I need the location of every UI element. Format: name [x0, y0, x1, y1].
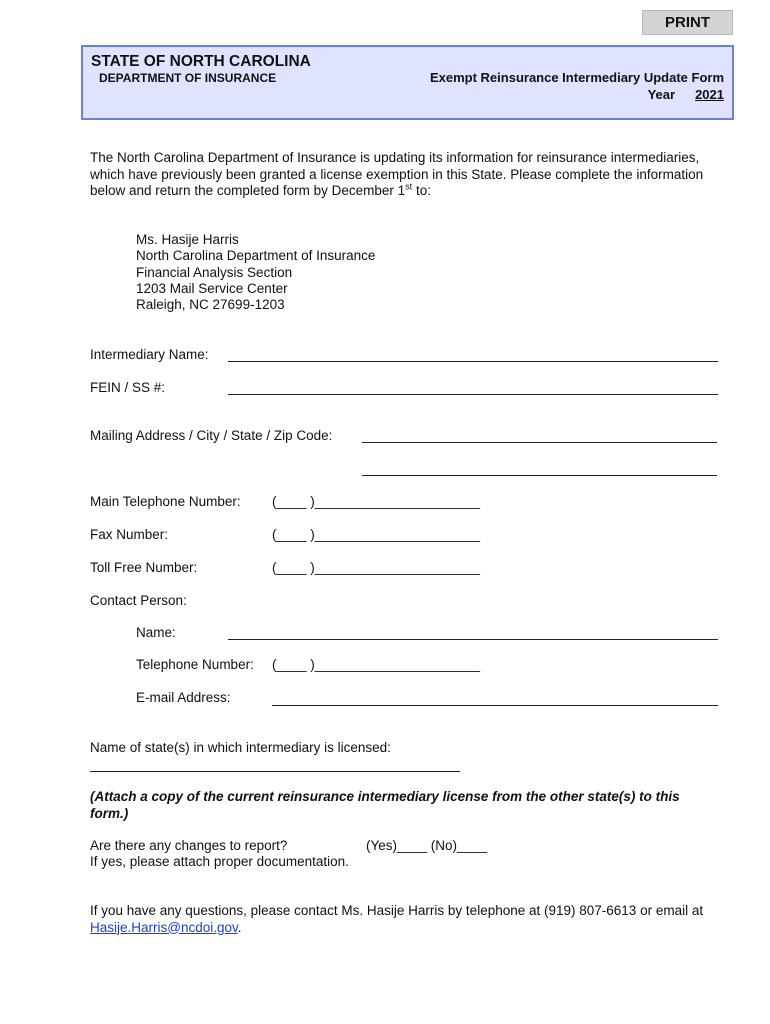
- contact-phone-field[interactable]: (____ )______________________: [272, 657, 480, 672]
- contact-name-field[interactable]: [228, 639, 718, 640]
- mailing-address-field-line1[interactable]: [362, 442, 717, 443]
- address-line: Financial Analysis Section: [136, 264, 293, 280]
- mailing-address-block: [136, 232, 375, 313]
- contact-footer-text: If you have any questions, please contact Ms. Hasije Harris by telephone at (919) 807-6613 or email at: [90, 903, 704, 918]
- department-name: DEPARTMENT OF INSURANCE: [99, 71, 277, 85]
- year-label: Year: [647, 87, 676, 102]
- contact-email-label: E-mail Address:: [136, 690, 231, 705]
- form-year: [648, 87, 724, 103]
- state-title: STATE OF NORTH CAROLINA: [91, 53, 311, 70]
- address-line: 1203 Mail Service Center: [136, 280, 288, 296]
- mailing-address-label: Mailing Address / City / State / Zip Code:: [90, 428, 333, 443]
- intro-superscript: st: [405, 181, 413, 192]
- mailing-address-field-line2[interactable]: [362, 475, 717, 476]
- email-link[interactable]: Hasije.Harris@ncdoi.gov: [90, 919, 238, 935]
- changes-question: Are there any changes to report?: [90, 838, 288, 853]
- print-button[interactable]: PRINT: [642, 10, 733, 35]
- fein-label: FEIN / SS #:: [90, 380, 166, 395]
- changes-documentation-note: If yes, please attach proper documentation.: [90, 854, 349, 869]
- intermediary-name-field[interactable]: [228, 361, 718, 362]
- licensed-states-field[interactable]: [90, 771, 460, 772]
- changes-yes-no-field[interactable]: (Yes)____ (No)____: [366, 838, 488, 853]
- main-phone-field[interactable]: (____ )______________________: [272, 494, 480, 509]
- toll-free-field[interactable]: (____ )______________________: [272, 560, 480, 575]
- contact-footer: [90, 903, 730, 936]
- address-line: North Carolina Department of Insurance: [136, 248, 376, 264]
- intro-paragraph: [90, 150, 730, 200]
- fax-field[interactable]: (____ )______________________: [272, 527, 480, 542]
- licensed-states-label: Name of state(s) in which intermediary is licensed:: [90, 740, 391, 755]
- form-header: [81, 45, 734, 120]
- year-value[interactable]: 2021: [695, 87, 724, 102]
- main-phone-label: Main Telephone Number:: [90, 494, 241, 509]
- address-line: Raleigh, NC 27699-1203: [136, 297, 285, 313]
- form-title: Exempt Reinsurance Intermediary Update Form: [429, 70, 724, 85]
- contact-person-heading: Contact Person:: [90, 593, 187, 608]
- fax-label: Fax Number:: [90, 527, 169, 542]
- contact-name-label: Name:: [136, 625, 176, 640]
- fein-field[interactable]: [228, 394, 718, 395]
- toll-free-label: Toll Free Number:: [90, 560, 198, 575]
- contact-email-field[interactable]: [272, 705, 718, 706]
- intermediary-name-label: Intermediary Name:: [90, 347, 209, 362]
- address-line: Ms. Hasije Harris: [136, 232, 239, 247]
- contact-phone-label: Telephone Number:: [136, 657, 254, 672]
- intro-text: The North Carolina Department of Insurance is updating its information for reinsurance intermediaries, which have previously been granted a license exemption in this State. Please complete the information below and return the completed form by December 1: [90, 150, 704, 198]
- contact-footer-period: .: [237, 919, 242, 935]
- intro-text-end: to:: [412, 183, 431, 198]
- attach-license-note: (Attach a copy of the current reinsurance intermediary license from the other state(s) to this form.): [90, 789, 680, 821]
